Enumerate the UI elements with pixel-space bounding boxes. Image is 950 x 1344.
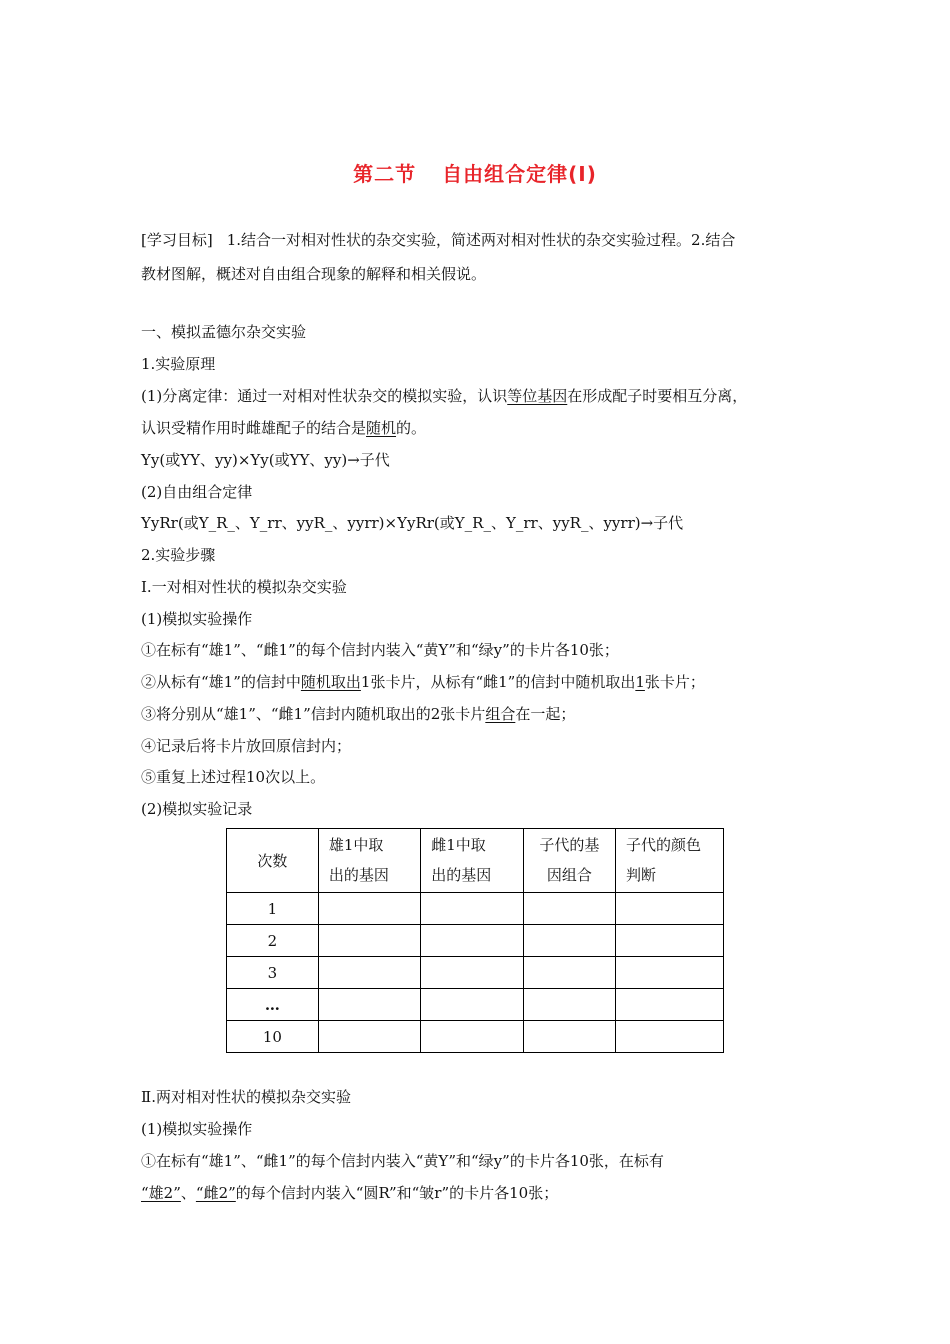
table-cell — [523, 925, 615, 957]
table-cell — [318, 925, 420, 957]
op-heading: (1)模拟实验操作 — [141, 610, 253, 628]
table-cell — [616, 957, 724, 989]
table-cell — [616, 925, 724, 957]
blank-one: 1 — [635, 673, 645, 691]
table-cell — [421, 989, 523, 1021]
section1-heading: 一、模拟孟德尔杂交实验 — [141, 323, 307, 341]
table-row — [227, 989, 724, 1021]
table-cell — [421, 893, 523, 925]
table-cell — [318, 1021, 420, 1053]
blank-random-take: 随机取出 — [300, 673, 361, 691]
table-cell — [616, 1021, 724, 1053]
part2-step-1-cont: “雄2”、“雌2”的每个信封内装入“圆R”和“皱r”的卡片各10张； — [141, 1184, 559, 1202]
blank-male2: “雄2” — [141, 1184, 181, 1202]
step-4: ④记录后将卡片放回原信封内； — [141, 737, 352, 755]
part2-heading: Ⅱ.两对相对性状的模拟杂交实验 — [141, 1088, 351, 1106]
row-index: 2 — [227, 925, 319, 957]
record-heading: (2)模拟实验记录 — [141, 800, 253, 818]
step-5: ⑤重复上述过程10次以上。 — [141, 768, 326, 786]
row-index: … — [227, 989, 319, 1021]
table-cell — [318, 893, 420, 925]
table-row — [227, 925, 724, 957]
row-index: 3 — [227, 957, 319, 989]
step-2: ②从标有“雄1”的信封中随机取出1张卡片，从标有“雌1”的信封中随机取出1张卡片； — [141, 673, 705, 691]
principle-sub2: (2)自由组合定律 — [141, 483, 253, 501]
page-title — [0, 158, 950, 187]
table-cell — [421, 1021, 523, 1053]
header-color: 子代的颜色 判断 — [616, 829, 724, 893]
table-row — [227, 957, 724, 989]
steps-heading: 2.实验步骤 — [141, 546, 216, 564]
table-cell — [318, 989, 420, 1021]
part2-step-1: ①在标有“雄1”、“雌1”的每个信封内装入“黄Y”和“绿y”的卡片各10张，在标有 — [141, 1152, 664, 1170]
blank-allele: 等位基因 — [507, 387, 568, 405]
table-cell — [616, 989, 724, 1021]
table-header-row — [227, 829, 724, 893]
part2-op-heading: (1)模拟实验操作 — [141, 1120, 253, 1138]
header-count: 次数 — [227, 829, 319, 893]
table-cell — [523, 957, 615, 989]
blank-female2: “雌2” — [195, 1184, 236, 1202]
title-text: 自由组合定律(Ⅰ) — [442, 162, 597, 186]
blank-combine: 组合 — [485, 705, 516, 723]
table-cell — [523, 893, 615, 925]
principle-p2: 认识受精作用时雌雄配子的结合是随机的。 — [141, 419, 427, 437]
header-female: 雌1中取 出的基因 — [421, 829, 523, 893]
row-index: 1 — [227, 893, 319, 925]
formula-independent: YyRr(或Y_R_、Y_rr、yyR_、yyrr)×YyRr(或Y_R_、Y_rr、yyR_、yyrr)→子代 — [141, 514, 684, 532]
header-genotype: 子代的基 因组合 — [523, 829, 615, 893]
step-1: ①在标有“雄1”、“雌1”的每个信封内装入“黄Y”和“绿y”的卡片各10张； — [141, 641, 619, 659]
formula-segregation: Yy(或YY、yy)×Yy(或YY、yy)→子代 — [141, 451, 390, 469]
record-table — [226, 828, 724, 1053]
step-3: ③将分别从“雄1”、“雌1”信封内随机取出的2张卡片组合在一起； — [141, 705, 576, 723]
objectives-tag: [学习目标] — [141, 231, 213, 249]
title-section-number: 第二节 — [353, 162, 417, 186]
header-male: 雄1中取 出的基因 — [318, 829, 420, 893]
table-row — [227, 1021, 724, 1053]
table-cell — [523, 989, 615, 1021]
table-cell — [421, 925, 523, 957]
table-cell — [318, 957, 420, 989]
table-cell — [523, 1021, 615, 1053]
principle-p1: (1)分离定律：通过一对相对性状杂交的模拟实验，认识等位基因在形成配子时要相互分离， — [141, 387, 748, 405]
steps-part1: Ⅰ.一对相对性状的模拟杂交实验 — [141, 578, 347, 596]
table-cell — [616, 893, 724, 925]
blank-random: 随机 — [366, 419, 397, 437]
table-row — [227, 893, 724, 925]
table-cell — [421, 957, 523, 989]
objectives-line2: 教材图解，概述对自由组合现象的解释和相关假说。 — [141, 265, 487, 283]
row-index: 10 — [227, 1021, 319, 1053]
objectives-line1: [学习目标] 1.结合一对相对性状的杂交实验，简述两对相对性状的杂交实验过程。2.结合 — [141, 231, 736, 249]
principle-heading: 1.实验原理 — [141, 355, 216, 373]
